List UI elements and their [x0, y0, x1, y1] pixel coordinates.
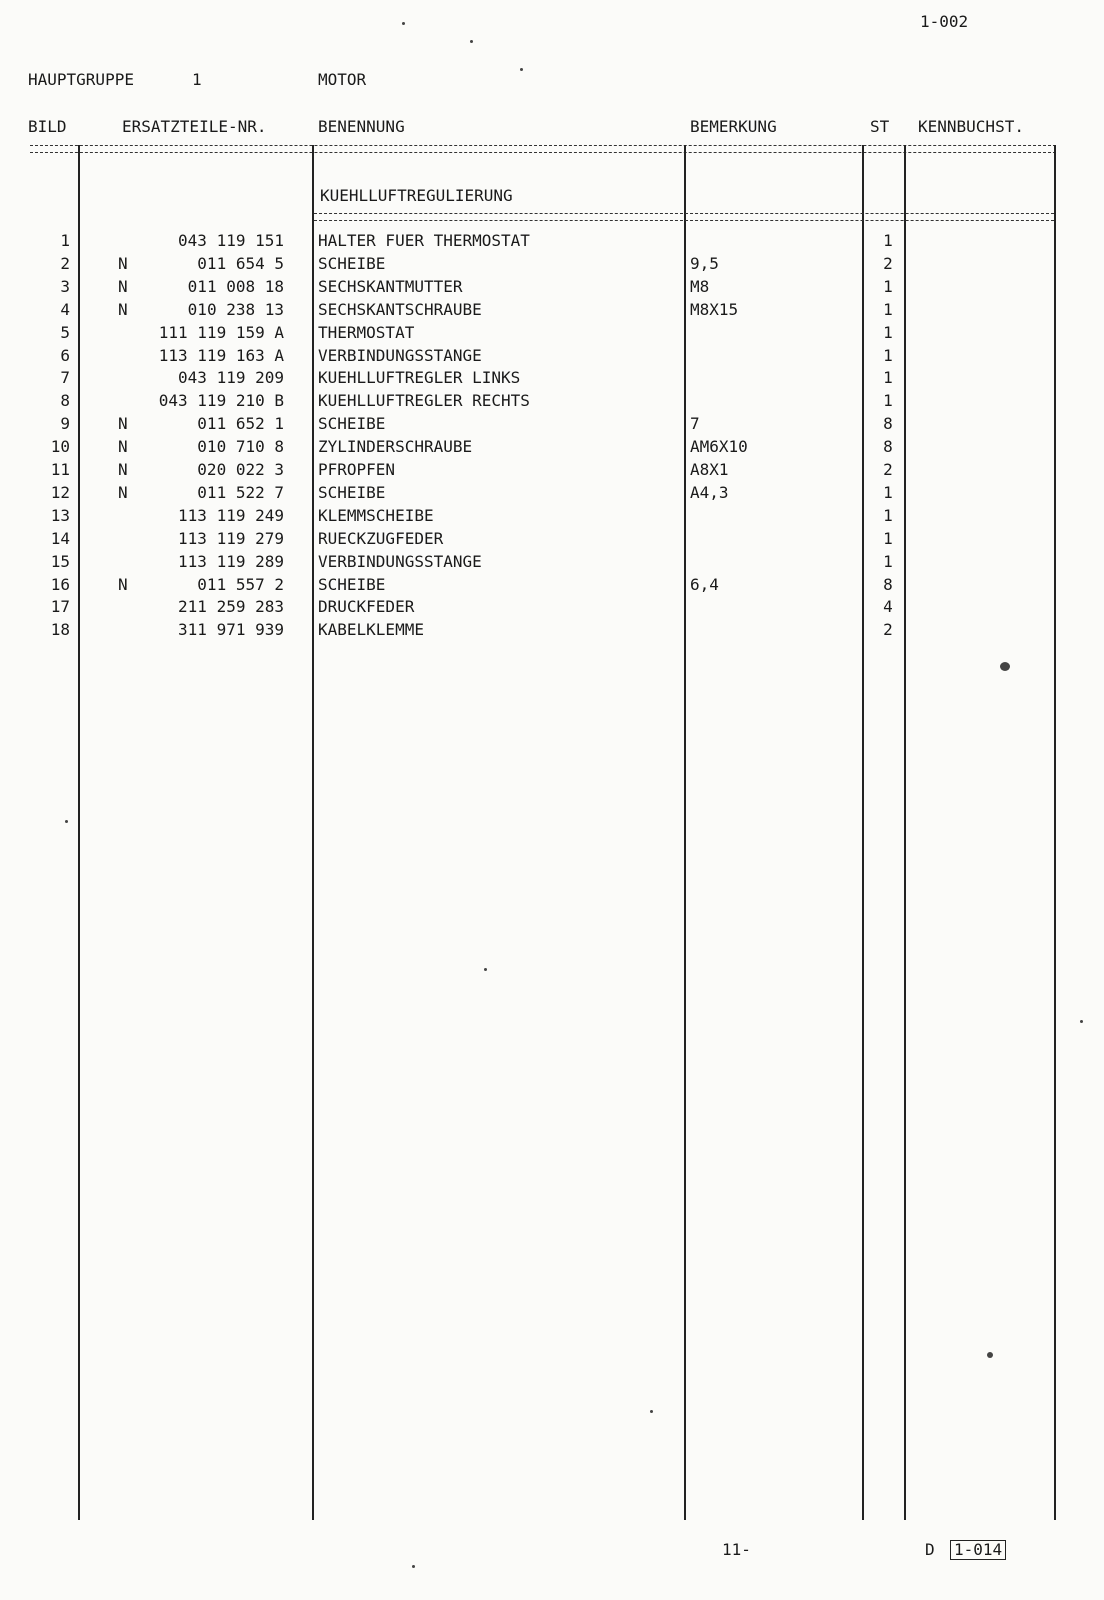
column-header-st: ST: [870, 117, 890, 136]
row-benennung: PFROPFEN: [318, 460, 396, 479]
table-row: [0, 573, 1104, 596]
row-flag: N: [118, 437, 128, 457]
group-number: 1: [192, 70, 202, 89]
row-benennung: RUECKZUGFEDER: [318, 528, 444, 548]
row-benennung: THERMOSTAT: [318, 322, 415, 342]
row-benennung: KLEMMSCHEIBE: [318, 505, 434, 525]
row-flag: N: [118, 482, 128, 502]
row-bild: 16: [50, 574, 70, 594]
row-part-number: 011 557 2: [197, 574, 284, 594]
scan-speck: [484, 968, 487, 971]
scan-speck: [987, 1352, 993, 1358]
row-bild: 10: [50, 437, 70, 457]
scan-speck: [402, 22, 405, 25]
row-bemerkung: AM6X10: [690, 437, 748, 457]
row-part-number: 113 119 279: [178, 528, 284, 548]
row-part-number: 311 971 939: [178, 620, 284, 640]
scan-speck: [412, 1565, 415, 1568]
footer-reference-box: 1-014: [950, 1540, 1006, 1560]
row-bild: 9: [60, 414, 70, 434]
row-benennung: SCHEIBE: [318, 253, 386, 273]
column-header-ersatzteil: ERSATZTEILE-NR.: [122, 117, 267, 136]
row-quantity: 1: [883, 299, 893, 319]
row-bild: 13: [50, 505, 70, 525]
column-header-kennbuchst: KENNBUCHST.: [918, 117, 1024, 136]
table-row: [0, 527, 1104, 550]
row-part-number: 011 008 18: [187, 276, 284, 296]
row-part-number: 211 259 283: [178, 597, 284, 617]
table-row: [0, 458, 1104, 481]
row-bild: 14: [50, 528, 70, 548]
row-quantity: 1: [883, 368, 893, 388]
group-label: HAUPTGRUPPE: [28, 70, 134, 89]
table-row: [0, 275, 1104, 298]
table-row: [0, 366, 1104, 389]
row-part-number: 011 654 5: [197, 253, 284, 273]
row-bild: 2: [60, 253, 70, 273]
column-header-bild: BILD: [28, 117, 67, 136]
table-row: [0, 481, 1104, 504]
row-quantity: 2: [883, 620, 893, 640]
row-quantity: 1: [883, 482, 893, 502]
table-row: [0, 595, 1104, 618]
row-bemerkung: 7: [690, 414, 700, 434]
row-bild: 8: [60, 391, 70, 411]
row-bemerkung: 9,5: [690, 253, 719, 273]
row-part-number: 113 119 163 A: [158, 345, 284, 365]
row-bild: 17: [50, 597, 70, 617]
row-bild: 4: [60, 299, 70, 319]
row-quantity: 1: [883, 505, 893, 525]
row-benennung: VERBINDUNGSSTANGE: [318, 551, 482, 571]
scan-speck: [520, 68, 523, 71]
row-bild: 11: [50, 460, 70, 479]
row-benennung: DRUCKFEDER: [318, 597, 415, 617]
table-row: [0, 435, 1104, 458]
table-row: [0, 618, 1104, 641]
row-benennung: SCHEIBE: [318, 414, 386, 434]
table-row: [0, 504, 1104, 527]
row-part-number: 010 710 8: [197, 437, 284, 457]
section-double-rule: [314, 213, 1054, 221]
table-row: [0, 344, 1104, 367]
scan-speck: [470, 40, 473, 43]
row-quantity: 8: [883, 414, 893, 434]
row-flag: N: [118, 253, 128, 273]
scan-speck: [650, 1410, 653, 1413]
row-part-number: 043 119 209: [178, 368, 284, 388]
row-part-number: 010 238 13: [187, 299, 284, 319]
table-row: [0, 412, 1104, 435]
table-row: [0, 298, 1104, 321]
row-quantity: 1: [883, 551, 893, 571]
row-benennung: KABELKLEMME: [318, 620, 424, 640]
row-flag: N: [118, 460, 128, 479]
table-row: [0, 252, 1104, 275]
row-part-number: 043 119 210 B: [158, 391, 284, 411]
row-part-number: 113 119 249: [178, 505, 284, 525]
group-name: MOTOR: [318, 70, 367, 89]
footer-letter: D: [925, 1540, 935, 1559]
table-row: [0, 321, 1104, 344]
column-header-benennung: BENENNUNG: [318, 117, 405, 136]
row-flag: N: [118, 414, 128, 434]
row-part-number: 011 522 7: [197, 482, 284, 502]
row-quantity: 1: [883, 322, 893, 342]
row-bild: 3: [60, 276, 70, 296]
footer-page-number: 11-: [722, 1540, 751, 1559]
row-benennung: KUEHLLUFTREGLER RECHTS: [318, 391, 530, 411]
row-part-number: 020 022 3: [197, 460, 284, 479]
row-bild: 15: [50, 551, 70, 571]
table-row: [0, 229, 1104, 252]
row-bemerkung: 6,4: [690, 574, 719, 594]
row-bild: 7: [60, 368, 70, 388]
row-benennung: SECHSKANTSCHRAUBE: [318, 299, 482, 319]
row-bild: 12: [50, 482, 70, 502]
row-benennung: HALTER FUER THERMOSTAT: [318, 231, 530, 250]
row-quantity: 1: [883, 345, 893, 365]
row-quantity: 8: [883, 437, 893, 457]
row-bemerkung: M8X15: [690, 299, 739, 319]
row-benennung: ZYLINDERSCHRAUBE: [318, 437, 473, 457]
header-double-rule: [30, 145, 1056, 153]
row-quantity: 1: [883, 528, 893, 548]
row-flag: N: [118, 276, 128, 296]
row-quantity: 2: [883, 460, 893, 479]
row-benennung: SCHEIBE: [318, 574, 386, 594]
row-flag: N: [118, 299, 128, 319]
row-bild: 5: [60, 322, 70, 342]
row-bild: 18: [50, 620, 70, 640]
row-benennung: SECHSKANTMUTTER: [318, 276, 463, 296]
row-bemerkung: A8X1: [690, 460, 729, 479]
page-reference-top: 1-002: [920, 12, 969, 31]
section-title: KUEHLLUFTREGULIERUNG: [320, 186, 513, 205]
row-benennung: KUEHLLUFTREGLER LINKS: [318, 368, 521, 388]
column-header-bemerkung: BEMERKUNG: [690, 117, 777, 136]
row-quantity: 1: [883, 231, 893, 250]
scan-speck: [65, 820, 68, 823]
scan-speck: [1080, 1020, 1083, 1023]
row-bemerkung: A4,3: [690, 482, 729, 502]
row-quantity: 1: [883, 276, 893, 296]
row-part-number: 111 119 159 A: [158, 322, 284, 342]
scan-speck: [1000, 662, 1010, 671]
row-quantity: 4: [883, 597, 893, 617]
table-row: [0, 550, 1104, 573]
table-row: [0, 389, 1104, 412]
row-benennung: SCHEIBE: [318, 482, 386, 502]
row-bemerkung: M8: [690, 276, 710, 296]
row-bild: 1: [60, 231, 70, 250]
row-benennung: VERBINDUNGSSTANGE: [318, 345, 482, 365]
row-flag: N: [118, 574, 128, 594]
row-part-number: 113 119 289: [178, 551, 284, 571]
row-quantity: 8: [883, 574, 893, 594]
row-part-number: 011 652 1: [197, 414, 284, 434]
row-bild: 6: [60, 345, 70, 365]
row-quantity: 2: [883, 253, 893, 273]
row-quantity: 1: [883, 391, 893, 411]
row-part-number: 043 119 151: [178, 231, 284, 250]
